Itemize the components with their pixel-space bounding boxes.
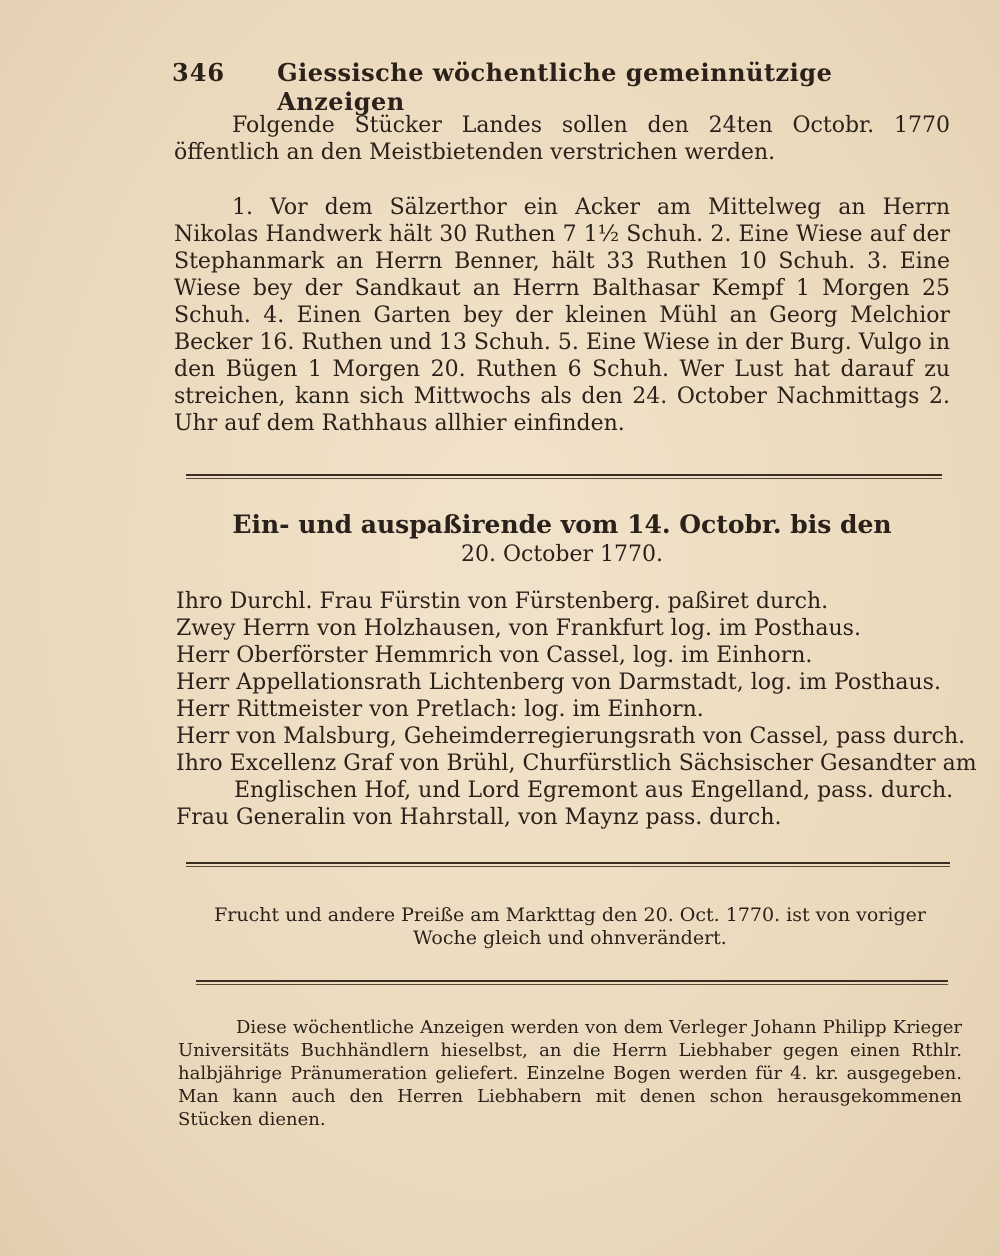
section-divider: [196, 980, 948, 985]
running-title: Giessische wöchentliche gemeinnützige Anzeigen: [277, 58, 833, 116]
section-divider: [186, 862, 950, 867]
arrivals-heading: [174, 510, 950, 570]
arrival-entry: Herr Rittmeister von Pretlach: log. im Einhorn.: [176, 697, 704, 722]
arrival-entry: Herr Oberförster Hemmrich von Cassel, log. im Einhorn.: [176, 643, 813, 668]
sale-notice-intro: Folgende Stücker Landes sollen den 24ten Octobr. 1770 öffentlich an den Meistbietenden verstrichen werden.: [174, 113, 950, 165]
arrivals-heading-line2: 20. October 1770.: [460, 542, 664, 567]
page-number: 346: [172, 58, 226, 87]
publisher-notice: [178, 1016, 962, 1131]
arrival-entry: Zwey Herrn von Holzhausen, von Frankfurt log. im Posthaus.: [176, 616, 861, 641]
arrival-entry-continuation: Englischen Hof, und Lord Egremont aus Engelland, pass. durch.: [234, 778, 954, 803]
sale-items-text: 1. Vor dem Sälzerthor ein Acker am Mittelweg an Herrn Nikolas Handwerk hält 30 Ruthen 7 1½ Schuh. 2. Eine Wiese auf der Stephanmark an Herrn Benner, hält 33 Ruthen 10 Schuh. 3. Eine Wiese bey der Sandkaut an Herrn Balthasar Kempf 1 Morgen 25 Schuh. 4. Einen Garten bey der kleinen Mühl an Georg Melchior Becker 16. Ruthen und 13 Schuh. 5. Eine Wiese in der Burg. Vulgo in den Bügen 1 Morgen 20. Ruthen 6 Schuh. Wer Lust hat darauf zu streichen, kann sich Mittwochs als den 24. October Nachmittags 2. Uhr auf dem Rathhaus allhier einfinden.: [174, 195, 950, 436]
sale-notice: [174, 112, 950, 166]
arrivals-list: [176, 588, 977, 831]
section-divider: [186, 474, 942, 479]
arrivals-heading-line1: Ein- und auspaßirende vom 14. Octobr. bis den: [232, 510, 892, 539]
arrival-entry: Frau Generalin von Hahrstall, von Maynz pass. durch.: [176, 805, 782, 830]
prices-notice: Frucht und andere Preiße am Markttag den 20. Oct. 1770. ist von voriger Woche gleich und ohnverändert.: [214, 904, 926, 949]
publisher-notice-text: Diese wöchentliche Anzeigen werden von dem Verleger Johann Philipp Krieger Universitäts Buchhändlern hieselbst, an die Herrn Liebhaber gegen einen Rthlr. halbjährige Pränumeration geliefert. Einzelne Bogen werden für 4. kr. ausgegeben. Man kann auch den Herren Liebhabern mit denen schon herausgekommenen Stücken dienen.: [178, 1017, 962, 1130]
sale-items: [174, 194, 950, 437]
page-header: [172, 58, 862, 116]
arrival-entry: Ihro Excellenz Graf von Brühl, Churfürstlich Sächsischer Gesandter am: [176, 751, 977, 776]
arrival-entry: Herr Appellationsrath Lichtenberg von Darmstadt, log. im Posthaus.: [176, 670, 941, 695]
arrival-entry: Ihro Durchl. Frau Fürstin von Fürstenberg. paßiret durch.: [176, 589, 829, 614]
arrival-entry: Herr von Malsburg, Geheimderregierungsrath von Cassel, pass durch.: [176, 724, 966, 749]
